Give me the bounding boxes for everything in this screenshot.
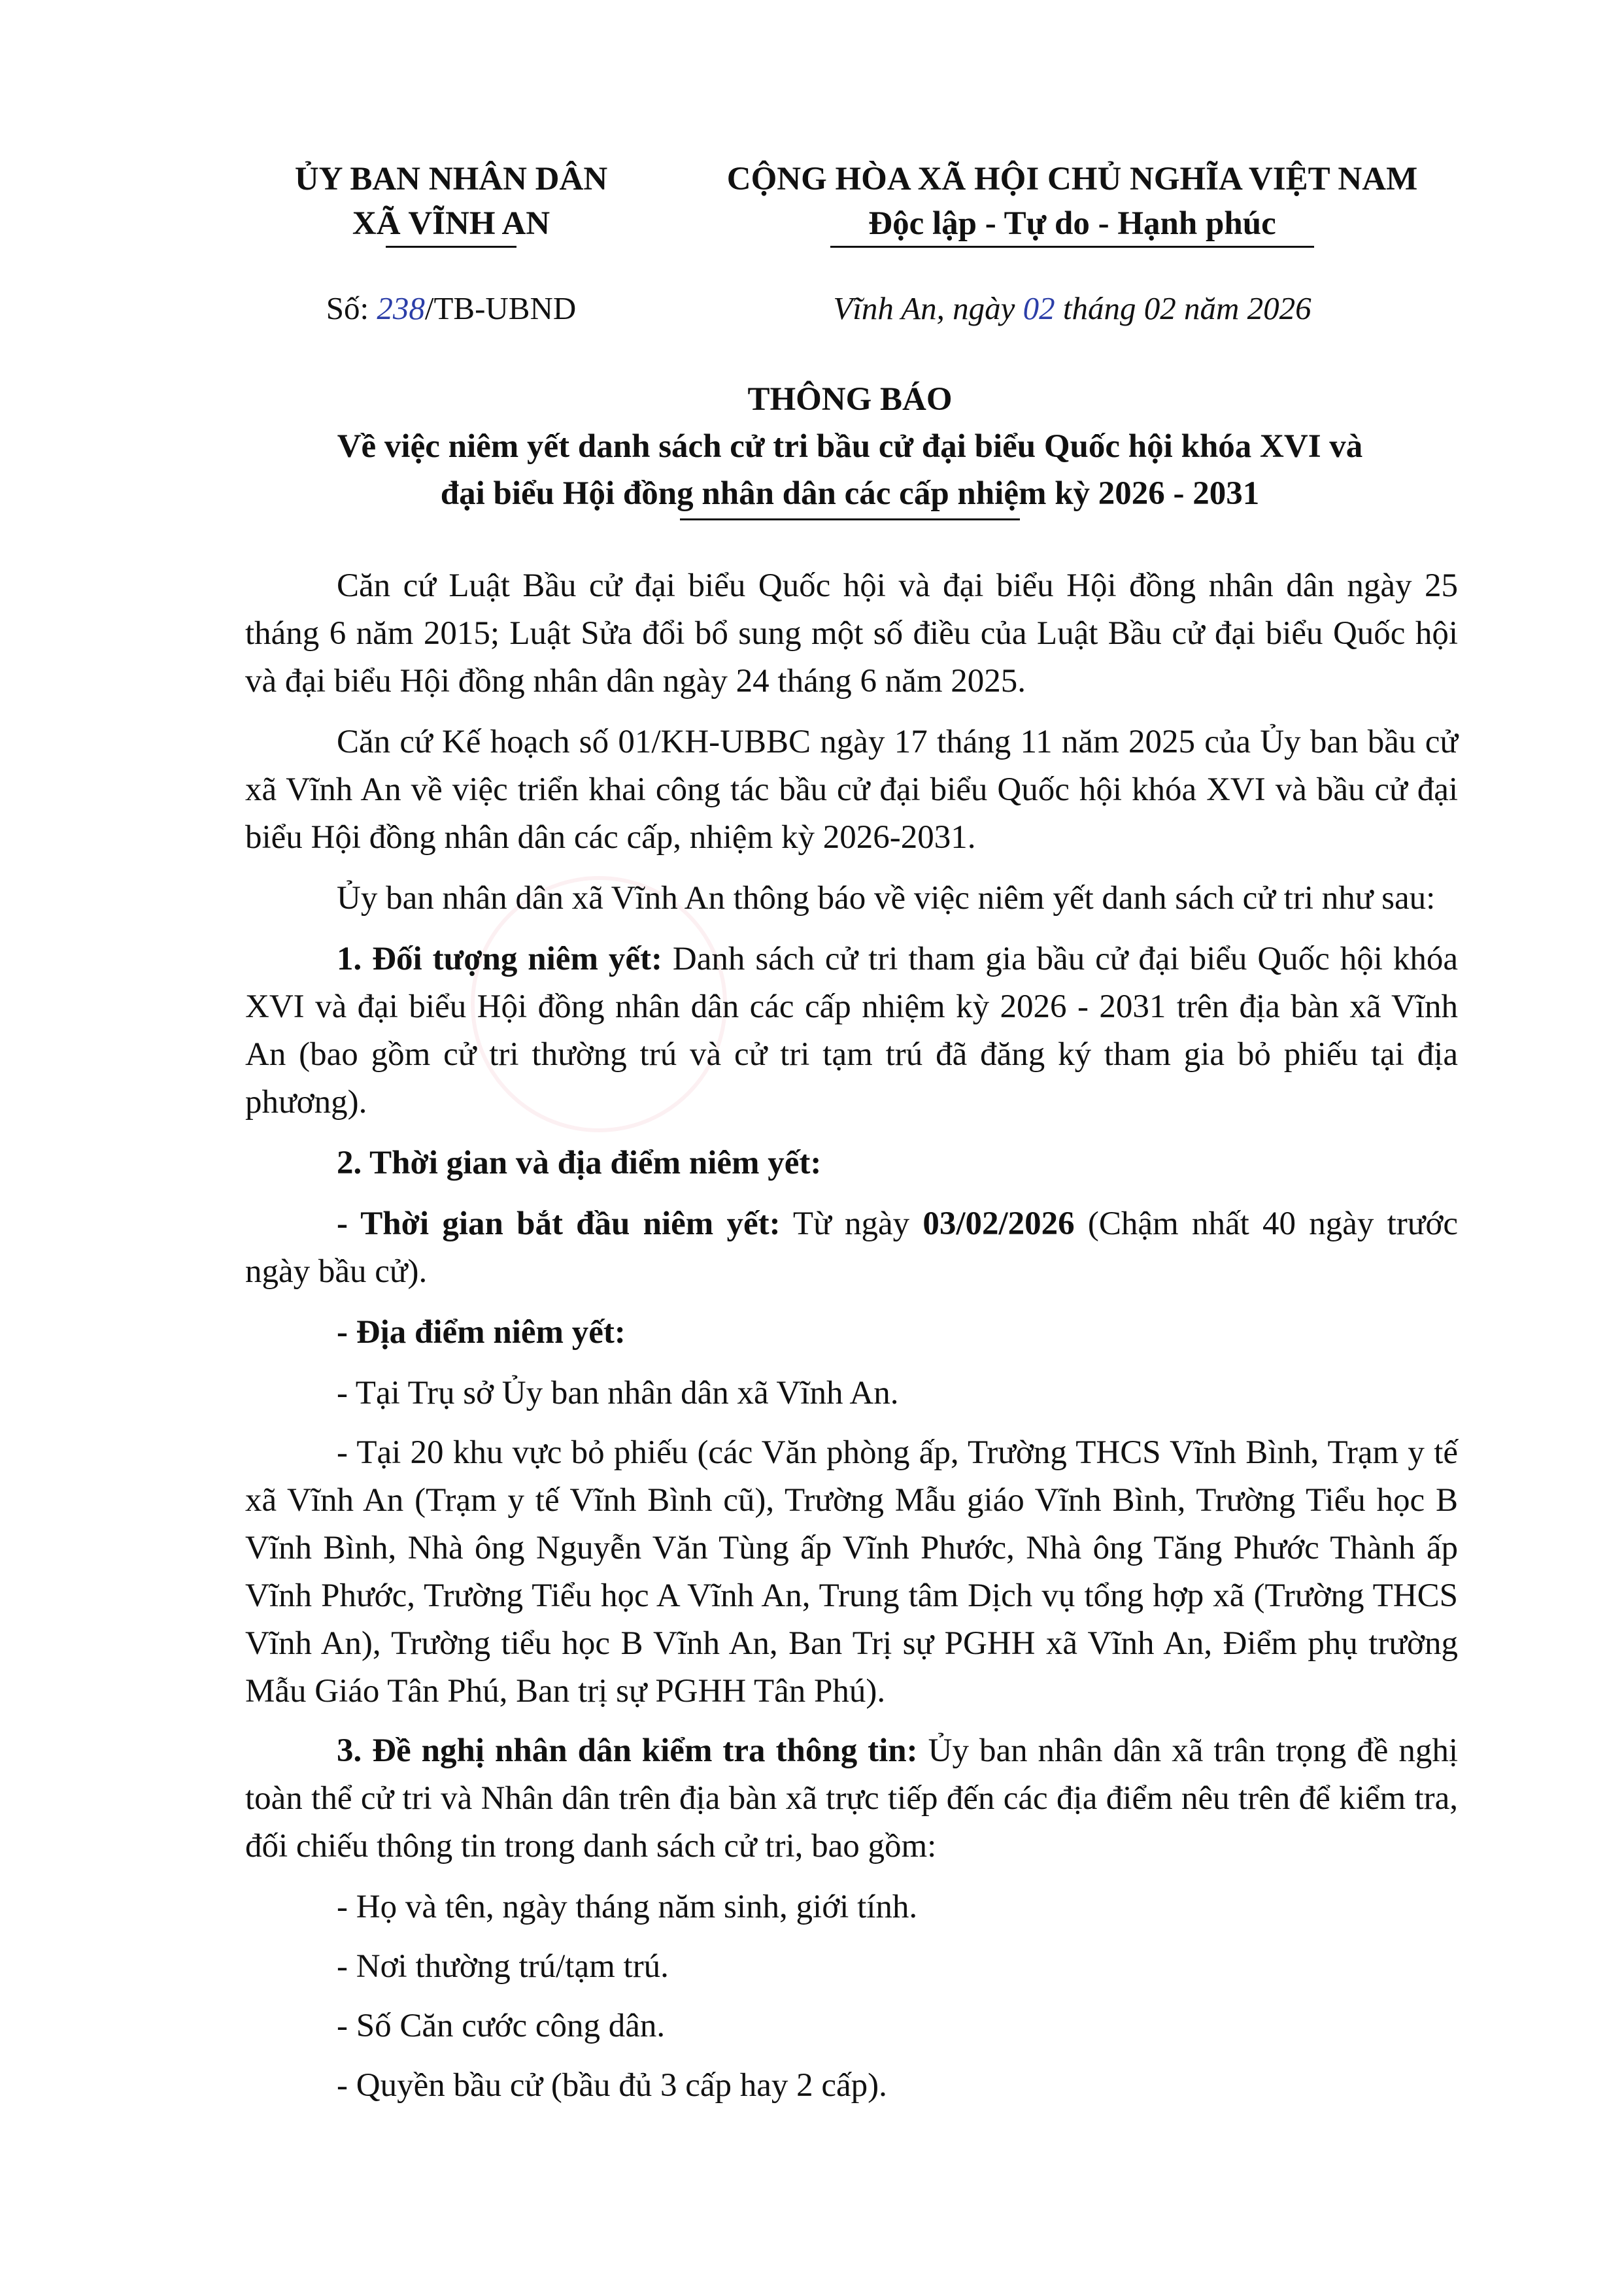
title-underline xyxy=(680,518,1020,520)
title-subtitle-line1: Về việc niêm yết danh sách cử tri bầu cử đại biểu Quốc hội khóa XVI và xyxy=(337,428,1363,465)
location-item: - Tại 20 khu vực bỏ phiếu (các Văn phòng ấp, Trường THCS Vĩnh Bình, Trạm y tế xã Vĩnh An (Trạm y tế Vĩnh Bình cũ), Trường Mẫu giáo Vĩnh Bình, Trường Tiểu học B Vĩnh Bình, Nhà ông Nguyễn Văn Tùng ấp Vĩnh Phước, Nhà ông Tăng Phước Thành ấp Vĩnh Phước, Trường Tiểu học A Vĩnh An, Trung tâm Dịch vụ tổng hợp xã (Trường THCS Vĩnh An), Trường tiểu học B Vĩnh An, Ban Trị sự PGHH xã Vĩnh An, Điểm phụ trường Mẫu Giáo Tân Phú, Ban trị sự PGHH Tân Phú). xyxy=(245,1434,1458,1710)
section-3 xyxy=(245,1727,1458,1870)
number-prefix: Số: xyxy=(326,290,377,326)
handwritten-number: 238 xyxy=(377,290,425,326)
agency-header xyxy=(262,157,641,248)
section-3-label: 3. Đề nghị nhân dân kiểm tra thông tin: xyxy=(337,1732,918,1769)
posting-start-date: 03/02/2026 xyxy=(922,1206,1075,1242)
document-number xyxy=(262,286,641,331)
motto: Độc lập - Tự do - Hạnh phúc xyxy=(868,205,1276,242)
check-item: - Nơi thường trú/tạm trú. xyxy=(337,1948,669,1985)
commune-name: XÃ VĨNH AN xyxy=(352,205,550,242)
title-heading: THÔNG BÁO xyxy=(747,381,953,418)
document-date xyxy=(680,286,1464,331)
section-2a-text1: Từ ngày xyxy=(780,1206,923,1242)
title-subtitle-line2: đại biểu Hội đồng nhân dân các cấp nhiệm kỳ 2026 - 2031 xyxy=(440,475,1260,512)
national-header xyxy=(680,157,1464,248)
agency-underline xyxy=(386,246,516,248)
check-item: - Số Căn cước công dân. xyxy=(337,2008,666,2044)
section-2a-text2: (Chậm nhất 40 ngày trước ngày bầu cử). xyxy=(245,1206,1459,1290)
number-suffix: /TB-UBND xyxy=(424,290,577,326)
check-item: - Họ và tên, ngày tháng năm sinh, giới tính. xyxy=(337,1889,918,1925)
document-title xyxy=(242,376,1458,520)
section-2 xyxy=(245,1139,1458,1187)
section-2b xyxy=(245,1309,1458,1357)
section-2a xyxy=(245,1200,1458,1296)
legal-basis-2: Căn cứ Kế hoạch số 01/KH-UBBC ngày 17 tháng 11 năm 2025 của Ủy ban bầu cử xã Vĩnh An về việc triển khai công tác bầu cử đại biểu Quốc hội khóa XVI và bầu cử đại biểu Hội đồng nhân dân các cấp, nhiệm kỳ 2026-2031. xyxy=(245,724,1458,856)
date-prefix: Vĩnh An, ngày xyxy=(833,290,1023,326)
date-suffix: tháng 02 năm 2026 xyxy=(1055,290,1311,326)
handwritten-day: 02 xyxy=(1023,290,1055,326)
section-1 xyxy=(245,936,1458,1126)
section-2a-label: - Thời gian bắt đầu niêm yết: xyxy=(337,1206,781,1242)
check-item: - Quyền bầu cử (bầu đủ 3 cấp hay 2 cấp). xyxy=(337,2067,887,2104)
announcement-intro: Ủy ban nhân dân xã Vĩnh An thông báo về việc niêm yết danh sách cử tri như sau: xyxy=(337,880,1436,917)
agency-name: ỦY BAN NHÂN DÂN xyxy=(294,161,608,197)
location-item: - Tại Trụ sở Ủy ban nhân dân xã Vĩnh An. xyxy=(337,1375,899,1411)
document-body xyxy=(245,562,1458,2121)
motto-underline xyxy=(830,246,1314,248)
section-1-text: Danh sách cử tri tham gia bầu cử đại biểu Quốc hội khóa XVI và đại biểu Hội đồng nhân dân các cấp nhiệm kỳ 2026 - 2031 trên địa bàn xã Vĩnh An (bao gồm cử tri thường trú và cử tri tạm trú đã đăng ký tham gia bỏ phiếu tại địa phương). xyxy=(245,941,1459,1121)
section-2b-label: - Địa điểm niêm yết: xyxy=(337,1314,626,1351)
section-1-label: 1. Đối tượng niêm yết: xyxy=(337,941,662,977)
section-2-label: 2. Thời gian và địa điểm niêm yết: xyxy=(337,1145,822,1181)
legal-basis-1: Căn cứ Luật Bầu cử đại biểu Quốc hội và đại biểu Hội đồng nhân dân ngày 25 tháng 6 năm 2015; Luật Sửa đổi bổ sung một số điều của Luật Bầu cử đại biểu Quốc hội và đại biểu Hội đồng nhân dân ngày 24 tháng 6 năm 2025. xyxy=(245,567,1458,700)
country-name: CỘNG HÒA XÃ HỘI CHỦ NGHĨA VIỆT NAM xyxy=(726,161,1418,197)
section-3-text: Ủy ban nhân dân xã trân trọng đề nghị toàn thể cử tri và Nhân dân trên địa bàn xã trực tiếp đến các địa điểm nêu trên để kiểm tra, đối chiếu thông tin trong danh sách cử tri, bao gồm: xyxy=(245,1732,1459,1864)
